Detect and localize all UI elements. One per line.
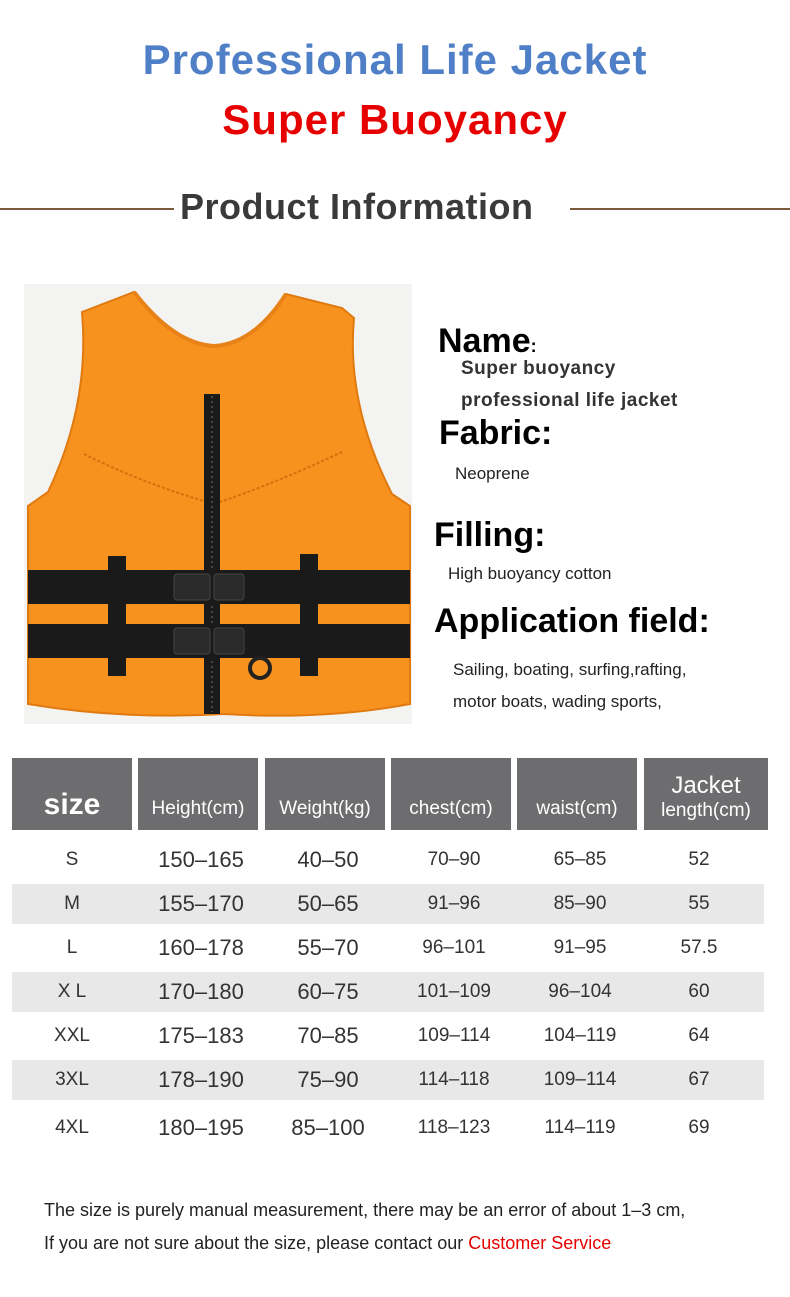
height-cell: 175–183 xyxy=(158,1023,244,1048)
waist-cell: 96–104 xyxy=(548,981,612,1002)
life-jacket-illustration xyxy=(24,284,412,724)
chest-cell: 101–109 xyxy=(417,981,491,1002)
header-height: Height(cm) xyxy=(138,758,258,830)
weight-cell: 55–70 xyxy=(297,935,359,960)
table-row xyxy=(12,1016,764,1056)
filling-label: Filling: xyxy=(434,516,546,554)
weight-cell: 50–65 xyxy=(297,891,359,916)
chest-cell: 109–114 xyxy=(417,1025,491,1046)
weight-cell: 75–90 xyxy=(297,1067,359,1092)
weight-cell: 70–85 xyxy=(297,1023,359,1048)
header-jacket-length: Jacket length(cm) xyxy=(644,758,768,830)
size-cell: XXL xyxy=(54,1025,90,1046)
product-image xyxy=(24,284,412,724)
size-cell: M xyxy=(64,893,80,914)
waist-cell: 104–119 xyxy=(543,1025,617,1046)
table-row xyxy=(12,1060,764,1100)
application-value-line1: Sailing, boating, surfing,rafting, xyxy=(453,660,687,679)
height-cell: 170–180 xyxy=(158,979,244,1004)
footnote-line2 xyxy=(44,1233,611,1254)
length-cell: 55 xyxy=(688,893,710,914)
weight-cell: 40–50 xyxy=(297,847,359,872)
height-cell: 178–190 xyxy=(158,1067,244,1092)
height-cell: 150–165 xyxy=(158,847,244,872)
application-label: Application field: xyxy=(434,602,710,640)
name-label: Name: xyxy=(438,322,537,360)
filling-value: High buoyancy cotton xyxy=(448,564,612,583)
name-value-line1: Super buoyancy xyxy=(461,358,616,379)
waist-cell: 85–90 xyxy=(553,893,607,914)
table-row xyxy=(12,884,764,924)
size-cell: L xyxy=(66,937,78,958)
header-size: size xyxy=(12,758,132,830)
fabric-label: Fabric: xyxy=(439,414,553,452)
waist-cell: 91–95 xyxy=(553,937,607,958)
divider-right xyxy=(570,208,790,210)
header-chest: chest(cm) xyxy=(391,758,511,830)
page-subtitle: Super Buoyancy xyxy=(222,96,568,143)
footnote-text: If you are not sure about the size, please contact our xyxy=(44,1233,469,1253)
chest-cell: 96–101 xyxy=(422,937,486,958)
name-value-line2: professional life jacket xyxy=(461,390,678,411)
weight-cell: 85–100 xyxy=(291,1115,365,1140)
length-cell: 60 xyxy=(688,981,710,1002)
weight-cell: 60–75 xyxy=(297,979,359,1004)
size-cell: 3XL xyxy=(55,1069,89,1090)
table-row xyxy=(12,1108,764,1148)
chest-cell: 70–90 xyxy=(427,849,481,870)
header-waist: waist(cm) xyxy=(517,758,637,830)
table-row xyxy=(12,840,764,880)
section-title: Product Information xyxy=(180,186,534,227)
chest-cell: 91–96 xyxy=(427,893,481,914)
height-cell: 155–170 xyxy=(158,891,244,916)
length-cell: 57.5 xyxy=(680,937,718,958)
waist-cell: 65–85 xyxy=(553,849,607,870)
page-title: Professional Life Jacket xyxy=(142,36,648,83)
size-cell: X L xyxy=(57,981,87,1002)
divider-left xyxy=(0,208,174,210)
table-row xyxy=(12,928,764,968)
chest-cell: 114–118 xyxy=(418,1069,490,1090)
customer-service-link[interactable]: Customer Service xyxy=(468,1233,612,1253)
chest-cell: 118–123 xyxy=(417,1117,491,1138)
length-cell: 64 xyxy=(688,1025,710,1046)
waist-cell: 109–114 xyxy=(543,1069,617,1090)
size-cell: 4XL xyxy=(55,1117,89,1138)
section-heading xyxy=(0,186,790,232)
length-cell: 52 xyxy=(688,849,710,870)
size-cell: S xyxy=(65,849,79,870)
header-weight: Weight(kg) xyxy=(265,758,385,830)
table-row xyxy=(12,972,764,1012)
fabric-value: Neoprene xyxy=(455,464,530,483)
height-cell: 160–178 xyxy=(158,935,244,960)
length-cell: 69 xyxy=(688,1117,710,1138)
length-cell: 67 xyxy=(688,1069,710,1090)
application-value-line2: motor boats, wading sports, xyxy=(453,692,662,711)
waist-cell: 114–119 xyxy=(544,1117,616,1138)
height-cell: 180–195 xyxy=(158,1115,244,1140)
footnote-line1: The size is purely manual measurement, there may be an error of about 1–3 cm, xyxy=(44,1200,686,1220)
